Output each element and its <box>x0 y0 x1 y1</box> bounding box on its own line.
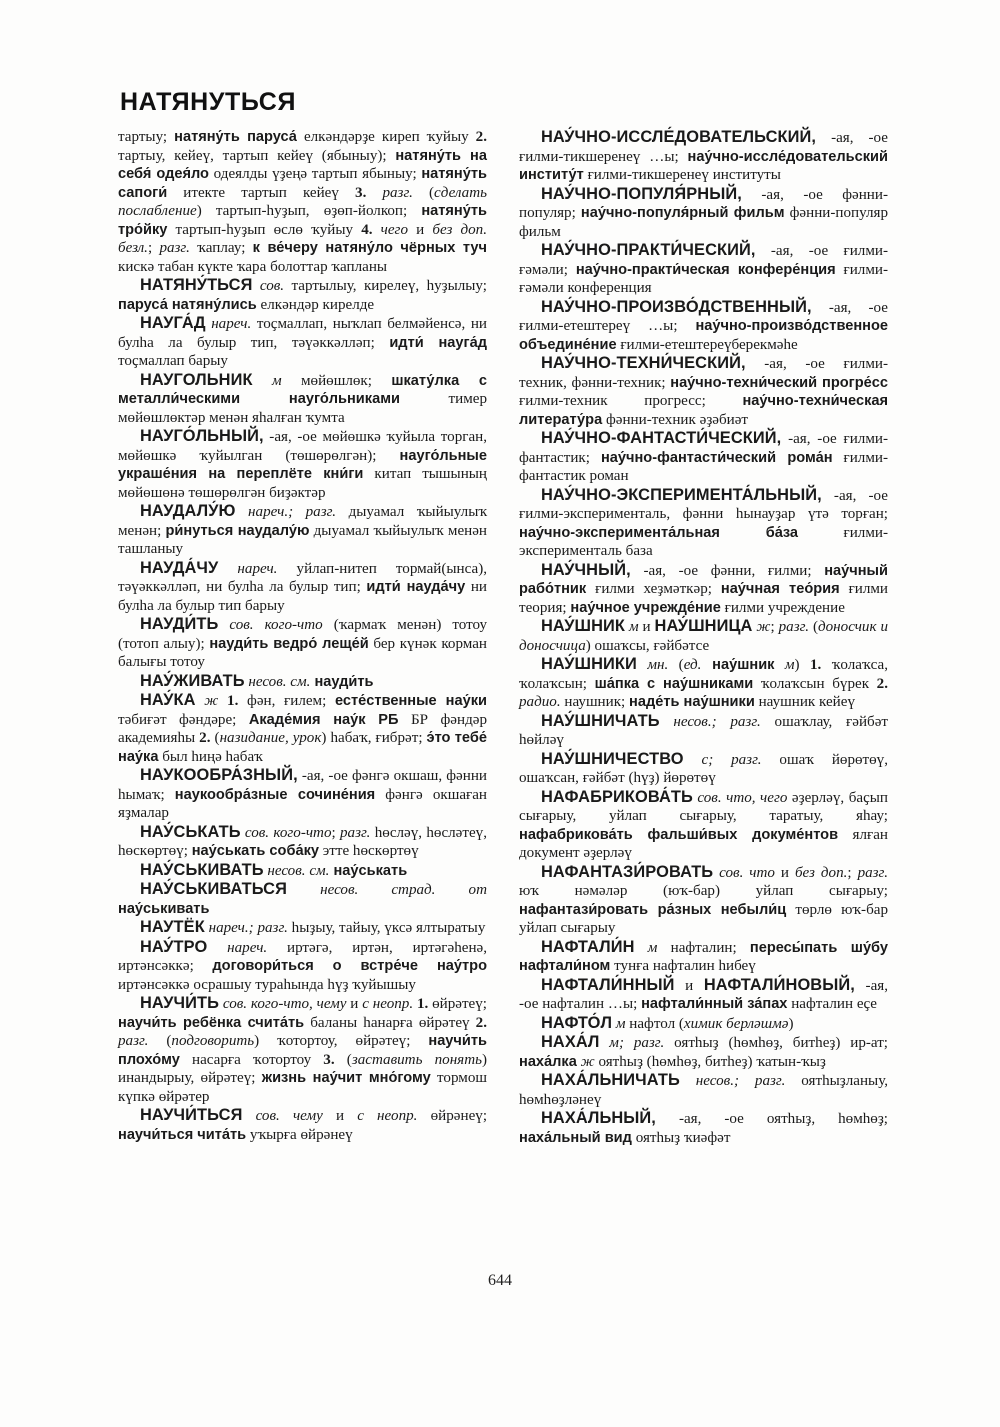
text-run-italic: подговорить <box>171 1033 255 1049</box>
text-run-italic: с; разг. <box>683 751 762 768</box>
text-run-bold: нау́чно-техни́ческая литерату́ра <box>519 393 888 428</box>
text-run-headword: НАУГОЛЬНИК <box>140 370 253 389</box>
text-run-bold: ша́пка с нау́шниками <box>594 675 754 692</box>
text-run-roman: -ая, -ое ғилми-техник, фәнни-техник; <box>519 356 888 391</box>
text-run-roman: ғилми хеҙмәткәр; <box>586 581 721 597</box>
dictionary-entry <box>519 938 888 976</box>
text-run-roman: тимер мөйөшлөктәр менән яһалған ҡумта <box>118 391 488 426</box>
text-run-italic: сов. что, чего <box>692 789 788 806</box>
text-run-bold: научи́ть плохо́му <box>118 1033 487 1068</box>
text-run-bold: нау́чно-фантасти́ческий рома́н <box>600 449 833 466</box>
two-column-body <box>118 128 888 1147</box>
dictionary-entry <box>118 766 487 823</box>
text-run-roman: оятһыҙланыу, һөмһөҙләнеү <box>519 1073 889 1108</box>
text-run-italic: с неопр. <box>362 996 414 1012</box>
dictionary-entry <box>519 617 888 655</box>
text-run-roman: уйлап-нитеп тормай(ынса), тәүәккәлләп, ни булһа ла булыр тип; <box>118 560 487 595</box>
text-run-italic: сов. кого-что <box>240 824 332 841</box>
text-run-roman: ; <box>331 824 340 841</box>
text-run-headword: НАУ́ЧНЫЙ, <box>541 560 631 579</box>
dictionary-entry <box>118 880 487 918</box>
text-run-roman: итекте тартып кейеү <box>167 184 356 201</box>
text-run-roman: ( <box>210 730 220 746</box>
text-run-headword: НАУ́ШНИКИ <box>541 655 637 673</box>
text-run-roman: ) ҡотортоу, өйрәтеү; <box>254 1033 429 1049</box>
dictionary-entry <box>118 371 487 428</box>
text-run-roman: ) <box>794 657 810 673</box>
text-run-roman: -ая, -ое ғилми-тикшеренеү …ы; <box>519 130 888 165</box>
text-run-roman: елкәндәрҙе киреп ҡуйыу <box>296 129 476 145</box>
text-run-italic: сов. <box>252 278 285 294</box>
text-run-roman: китап тышының мөйөшөнә төшөрөлгән биҙәктәр <box>118 466 487 501</box>
text-run-roman: тартылыу, кирелеү, һуҙылыу; <box>284 278 487 294</box>
dictionary-entry <box>519 241 888 298</box>
text-run-bold: пересы́пать шу́бу нафтали́ном <box>519 939 888 974</box>
text-run-roman: ҡолаҡса, ҡолаҡсын; <box>519 657 888 692</box>
text-run-roman: иртәгә, иртән, иртәгәһенә, иртәнсәккә; <box>118 939 487 974</box>
text-run-italic: нареч. <box>205 316 252 332</box>
text-run-roman: -ая, -ое ғилми-эксперименталь, фәнни һынауҙар үтә торған; <box>519 487 888 522</box>
entry-continuation <box>118 128 487 276</box>
dictionary-entry <box>519 354 888 429</box>
text-run-roman: ( <box>668 657 684 673</box>
text-run-headword: НАУДИ́ТЬ <box>140 615 219 633</box>
text-run-roman: ни булһа ла булыр тип барыу <box>118 579 488 614</box>
text-run-roman: этте һөскөртөү <box>319 843 419 859</box>
text-run-headword: НАУ́СЬКАТЬ <box>140 822 241 841</box>
text-run-headword: НАФАБРИКОВА́ТЬ <box>541 787 693 806</box>
text-run-bold: Акаде́мия нау́к РБ <box>248 711 399 728</box>
text-run-headword: НАХА́ЛЬНИЧАТЬ <box>541 1071 680 1089</box>
dictionary-entry <box>519 655 888 712</box>
text-run-italic: нареч.; разг. <box>204 920 288 936</box>
right-column <box>519 128 888 1147</box>
dictionary-entry <box>118 823 487 861</box>
text-run-headword: НАУ́КА <box>140 691 196 709</box>
text-run-bold: наха́лка <box>519 1053 577 1070</box>
dictionary-entry <box>519 1109 888 1147</box>
text-run-bold: натяну́ть тро́йку <box>118 203 487 238</box>
text-run-headword: НАУ́ТРО <box>140 937 208 956</box>
dictionary-entry <box>118 861 487 881</box>
text-run-roman: -ая, -ое ғилми-фантастик; <box>519 431 888 466</box>
text-run-roman: дыуамал ҡыйыулыҡ менән ташланыу <box>118 522 488 557</box>
text-run-italic: разг. <box>118 1033 149 1049</box>
text-run-bold: договори́ться о встре́че нау́тро <box>212 958 487 974</box>
text-run-roman: -ая, -ое фәнгә окшаш, фәнни һымаҡ; <box>118 768 487 803</box>
text-run-headword: НАФТАЛИ́ННЫЙ <box>541 975 675 994</box>
text-run-roman: ғилми-ғәмәли конференция <box>519 261 888 296</box>
text-run-roman: уҡырға өйрәнеү <box>246 1126 353 1143</box>
text-run-italic: с неопр. <box>357 1108 418 1124</box>
text-run-headword: НАУ́ЧНО-ТЕХНИ́ЧЕСКИЙ, <box>541 354 746 372</box>
dictionary-entry <box>519 429 888 486</box>
text-run-roman: и <box>674 977 704 994</box>
text-run-roman: ) тартып-һуҙып, өҙөп-йолкоп; <box>196 203 422 219</box>
text-run-roman: бер күнәк корман балығы тотоу <box>118 635 487 670</box>
text-run-bold: научи́ться чита́ть <box>118 1126 247 1143</box>
text-run-italic: ед. <box>683 657 702 673</box>
text-run-headword: НАУ́ЧНО-ЭКСПЕРИМЕНТА́ЛЬНЫЙ, <box>541 485 822 504</box>
text-run-bold: есте́ственные нау́ки <box>335 693 487 709</box>
text-run-roman: ( <box>148 1033 172 1049</box>
text-run-num: 2. <box>475 129 487 145</box>
text-run-roman: ялған документ әҙерләү <box>519 826 889 861</box>
text-run-roman: иртәнсәккә осрашыу тураһында һүҙ ҡуйышыу <box>118 976 416 993</box>
text-run-bold: нау́чно-популя́рный фильм <box>580 205 785 221</box>
text-run-headword: НАФТАЛИ́Н <box>541 937 635 956</box>
text-run-italic: без доп. безл. <box>118 221 488 256</box>
text-run-roman: мөйөшлөк; <box>281 372 392 389</box>
text-run-roman: ) <box>788 1015 794 1032</box>
text-run-headword: НАУ́СЬКИВАТЬСЯ <box>140 880 287 898</box>
text-run-bold: нау́ськивать <box>118 900 210 917</box>
text-run-bold: наха́льный вид <box>519 1129 632 1146</box>
text-run-roman: ( <box>809 619 818 635</box>
text-run-italic: химик берләшмә <box>683 1015 789 1032</box>
text-run-roman: и <box>774 864 795 881</box>
dictionary-entry <box>519 185 888 242</box>
text-run-roman: тартып-һуҙып өслө ҡуйыу <box>167 221 362 238</box>
text-run-roman: кискә табан күкте ҡара болоттар ҡапланы <box>118 258 388 275</box>
text-run-headword: НАХА́ЛЬНЫЙ, <box>541 1109 656 1127</box>
text-run-roman: ҡолаҡсын бүрек <box>753 675 877 692</box>
dictionary-entry <box>519 1014 888 1034</box>
text-run-roman: тормош күпкә өйрәтер <box>118 1070 487 1105</box>
text-run-headword: НАУ́ШНИК <box>541 617 626 635</box>
text-run-italic: без доп. <box>794 864 848 881</box>
text-run-headword: НАУ́ЧНО-ФАНТАСТИ́ЧЕСКИЙ, <box>541 429 782 447</box>
text-run-roman: фәнгә окшаған яҙмалар <box>118 786 487 821</box>
text-run-italic: м <box>774 657 795 673</box>
text-run-roman: юҡ нәмәләр (юҡ-бар) уйлап сығарыу; <box>519 883 888 899</box>
text-run-roman: тартыу, кейеү, тартып кейеү (ябыныу); <box>118 147 396 164</box>
text-run-bold: шкату́лка с металли́ческими науго́льниками <box>118 372 487 407</box>
dictionary-entry <box>519 788 888 863</box>
text-run-italic: м; разг. <box>599 1035 665 1051</box>
text-run-bold: натяну́ть паруса́ <box>174 129 297 145</box>
text-run-bold: наукообра́зные сочине́ния <box>174 786 376 803</box>
text-run-italic: несов. страд. от <box>287 882 487 898</box>
text-run-roman: нафтол ( <box>625 1015 684 1032</box>
page-title: НАТЯНУТЬСЯ <box>120 88 297 116</box>
text-run-headword: НАУ́ЧНО-ПРОИЗВО́ДСТВЕННЫЙ, <box>541 297 812 316</box>
text-run-roman: ғилми-фантастик роман <box>519 449 888 484</box>
text-run-bold: нафабрикова́ть фальши́вых докуме́нтов <box>519 826 839 843</box>
dictionary-entry <box>118 559 487 616</box>
dictionary-entry <box>519 486 888 561</box>
dictionary-entry <box>118 276 487 314</box>
text-run-num: 2. <box>475 1014 487 1031</box>
dictionary-entry <box>118 938 487 995</box>
text-run-num: 1. <box>218 693 239 709</box>
dictionary-entry <box>519 128 888 185</box>
dictionary-entry <box>519 1033 888 1071</box>
text-run-roman: фәнни-популяр фильм <box>519 205 888 240</box>
text-run-italic: несов.; разг. <box>659 713 761 730</box>
text-run-headword: НАУДА́ЧУ <box>140 558 219 577</box>
text-run-roman: тоҫмаллап барыу <box>118 353 228 369</box>
text-run-bold: к ве́черу натяну́ло чёрных туч <box>252 240 487 256</box>
text-run-headword: НАУ́СЬКИВАТЬ <box>140 860 264 879</box>
text-run-italic: ж <box>752 619 771 635</box>
text-run-italic: заставить понять <box>351 1051 482 1068</box>
text-run-italic: разг. <box>159 240 190 256</box>
text-run-roman: ғилми-тикшеренеү институты <box>583 167 781 183</box>
text-run-bold: нафантази́ровать ра́зных небыли́ц <box>519 901 787 918</box>
text-run-roman: ; <box>770 619 779 635</box>
dictionary-entry <box>118 615 487 672</box>
dictionary-entry <box>519 1071 888 1109</box>
text-run-roman: төрлө юҡ-бар уйлап сығарыу <box>519 901 888 936</box>
dictionary-entry <box>118 1106 487 1144</box>
text-run-roman: и <box>322 1108 358 1124</box>
text-run-roman: -ая, -ое фәнни-популяр; <box>519 186 888 221</box>
text-run-roman: тунға нафталин һибеү <box>610 958 756 974</box>
text-run-bold: паруса́ натяну́лись <box>118 296 257 313</box>
text-run-headword: НАУ́ЖИВАТЬ <box>140 671 245 690</box>
text-run-roman: -ая, -ое ғилми-етештереү …ы; <box>519 299 888 334</box>
text-run-roman: тоҫмаллап, ныҡлап белмәйенсә, ни булһа ла булыр тип, тәүәккәлләп; <box>118 316 487 351</box>
text-run-headword: НАУТЁК <box>140 918 205 936</box>
text-run-bold: нау́чный рабо́тник <box>519 562 888 597</box>
text-run-roman: наушник; <box>560 694 630 710</box>
text-run-italic: разг. <box>339 824 371 841</box>
text-run-roman: ғилми-эксперименталь база <box>519 524 888 559</box>
text-run-headword: НАУКООБРА́ЗНЫЙ, <box>140 766 298 784</box>
text-run-bold: ри́нуться наудалу́ю <box>165 522 310 539</box>
page-number: 644 <box>488 1272 512 1289</box>
text-run-headword: НАУ́ЧНО-ИССЛЕ́ДОВАТЕЛЬСКИЙ, <box>541 128 817 146</box>
text-run-headword: НАУ́ЧНО-ПРАКТИ́ЧЕСКИЙ, <box>541 241 756 259</box>
text-run-bold: научи́ть ребёнка счита́ть <box>118 1014 305 1031</box>
text-run-italic: м <box>612 1015 626 1032</box>
text-run-roman: ) һабаҡ, ғибрәт; <box>321 730 427 746</box>
text-run-roman: фәнни-техник әҙәбиәт <box>602 411 749 428</box>
text-run-headword: НАХА́Л <box>541 1033 600 1051</box>
text-run-roman: баланы һанарға өйрәтеү <box>304 1014 476 1031</box>
text-run-bold: нау́чная тео́рия <box>720 581 840 597</box>
text-run-bold: нафтали́нный за́пах <box>641 996 788 1012</box>
text-run-roman: ҡаплау; <box>189 240 253 256</box>
text-run-headword: НАУ́ШНИЦА <box>654 617 753 635</box>
text-run-headword: НАУЧИ́ТЬСЯ <box>140 1106 243 1124</box>
text-run-roman: -ая, -ое фәнни, ғилми; <box>630 562 825 579</box>
text-run-headword: НАФТАЛИ́НОВЫЙ, <box>703 975 855 994</box>
text-run-italic: ж <box>195 693 219 709</box>
text-run-italic: сов. что <box>713 864 775 881</box>
text-run-italic: несов. см. <box>244 673 311 690</box>
text-run-bold: науго́льные украше́ния на переплёте кни́ги <box>118 447 487 482</box>
text-run-italic: сов. кого-что <box>218 617 323 633</box>
text-run-roman: өйрәтеү; <box>428 996 487 1012</box>
text-run-italic: несов. см. <box>263 862 330 879</box>
text-run-italic: доносчик и доносчица <box>519 619 888 654</box>
text-run-roman: насарға ҡотортоу <box>179 1051 324 1068</box>
text-run-italic: нареч. <box>218 560 278 577</box>
text-run-bold: нау́чно-иссле́довательский институ́т <box>519 148 888 183</box>
text-run-roman: ) ошаҡсы, ғәйбәтсе <box>585 637 710 654</box>
text-run-roman: -ая, -ое мөйөшкә ҡуйыла торган, мөйөшкә ҡуйылган (төшөрөлгән); <box>118 429 487 464</box>
text-run-roman: һөсләү, һөсләтеү, һөскөртөү; <box>118 824 487 859</box>
text-run-roman: тартыу; <box>118 129 175 145</box>
text-run-bold: нау́ськать <box>329 862 408 879</box>
text-run-bold: наде́ть нау́шники <box>629 694 755 710</box>
text-run-italic: разг. <box>778 619 810 635</box>
text-run-roman: дыуамал ҡыйыулыҡ менән; <box>118 504 487 539</box>
dictionary-entry <box>519 712 888 750</box>
text-run-italic: разг. <box>366 184 413 201</box>
text-run-bold: науди́ть ведро́ леще́й <box>209 635 369 652</box>
text-run-bold: нау́ськать соба́ку <box>191 843 319 859</box>
text-run-roman: елкәндәр кирелде <box>256 296 375 313</box>
text-run-roman: и <box>638 619 655 635</box>
dictionary-entry <box>118 427 487 502</box>
text-run-roman: әҙерләү, баҫып сығарыу, уйлап сығарыу, таратыу, яһау; <box>519 789 888 824</box>
text-run-roman: -ая, -ое ғилми-ғәмәли; <box>519 243 888 278</box>
text-run-italic: сов. кого-что, чему <box>219 996 347 1012</box>
text-run-roman: ; <box>147 240 160 256</box>
text-run-roman: ғилми учреждение <box>720 599 845 616</box>
text-run-roman: оятһыҙ (һөмһөҙ, битһеҙ) ҡатын-ҡыҙ <box>594 1053 826 1070</box>
text-run-num: 3. <box>355 184 367 201</box>
text-run-headword: НАУДАЛУ́Ю <box>140 502 236 520</box>
text-run-italic: м <box>252 372 282 389</box>
text-run-bold: натяну́ть сапоги́ <box>118 166 487 201</box>
left-column <box>118 128 487 1147</box>
text-run-italic: нареч. <box>207 939 268 956</box>
text-run-headword: НАФАНТАЗИ́РОВАТЬ <box>541 862 714 881</box>
text-run-headword: НАУЧИ́ТЬ <box>140 994 220 1012</box>
text-run-bold: науди́ть <box>310 673 374 690</box>
text-run-italic: чего <box>372 221 408 238</box>
text-run-roman: был һиңә һабаҡ <box>158 748 263 765</box>
text-run-num: 3. <box>323 1051 335 1068</box>
text-run-num: 4. <box>361 221 373 238</box>
text-run-roman: ( <box>412 184 435 201</box>
text-run-num: 2. <box>199 730 211 746</box>
text-run-roman: БР фәндәр академияһы <box>118 711 487 746</box>
dictionary-entry <box>519 750 888 788</box>
text-run-bold: нау́шник <box>701 657 775 673</box>
dictionary-entry <box>118 691 487 766</box>
text-run-num: 2. <box>876 675 888 692</box>
text-run-roman: ) инандырыу, өйрәтеү; <box>118 1051 487 1086</box>
text-run-bold: нау́чное учрежде́ние <box>570 599 721 616</box>
text-run-italic: радио. <box>519 694 561 710</box>
dictionary-entry <box>519 561 888 618</box>
text-run-headword: НАУ́ЧНО-ПОПУЛЯ́РНЫЙ, <box>541 184 742 203</box>
text-run-roman: (ҡармаҡ менән) тотоу (тотоп алыу); <box>118 617 488 652</box>
text-run-headword: НАУГО́ЛЬНЫЙ, <box>140 427 264 445</box>
text-run-headword: НАУ́ШНИЧЕСТВО <box>541 749 684 768</box>
text-run-bold: идти́ науга́д <box>389 334 487 351</box>
text-run-bold: нау́чно-техни́ческий прогре́сс <box>670 374 888 391</box>
text-run-roman: һыҙыу, тайыу, үксә ялтыратыу <box>287 920 486 936</box>
text-run-roman: нафталин еҫе <box>787 996 877 1012</box>
text-run-roman: ( <box>334 1051 352 1068</box>
text-run-italic: назидание, урок <box>219 730 322 746</box>
text-run-italic: м <box>634 939 658 956</box>
text-run-roman: нафталин; <box>657 939 750 956</box>
text-run-roman: ; <box>847 864 858 881</box>
text-run-roman: ғилми-техник прогресс; <box>519 393 743 409</box>
dictionary-entry <box>118 502 487 559</box>
text-run-roman: ошаҡлау, ғәйбәт һөйләү <box>519 713 888 748</box>
dictionary-entry <box>519 863 888 938</box>
text-run-roman: и <box>408 221 433 238</box>
text-run-bold: э́то тебе́ нау́ка <box>118 730 487 765</box>
text-run-italic: несов.; разг. <box>679 1073 786 1089</box>
text-run-headword: НАТЯНУ́ТЬСЯ <box>140 276 253 294</box>
text-run-num: 1. <box>810 657 822 673</box>
text-run-bold: нау́чно-эксперимента́льная ба́за <box>519 524 799 541</box>
text-run-bold: натяну́ть на себя́ одея́ло <box>118 147 487 182</box>
text-run-headword: НАФТО́Л <box>541 1013 613 1032</box>
text-run-num: 1. <box>413 996 429 1012</box>
text-run-bold: нау́чно-произво́дственное объедине́ние <box>519 318 888 353</box>
text-run-bold: жизнь нау́чит мно́гому <box>261 1070 431 1086</box>
text-run-headword: НАУГА́Д <box>140 314 206 332</box>
text-run-roman: фән, ғилем; <box>238 693 335 709</box>
dictionary-entry <box>118 672 487 692</box>
dictionary-entry <box>519 976 888 1014</box>
text-run-roman: и <box>346 996 363 1012</box>
text-run-roman: ғилми теория; <box>519 581 888 616</box>
text-run-italic: сов. чему <box>242 1108 323 1124</box>
text-run-roman: оятһыҙ (һөмһөҙ, битһеҙ) ир-ат; <box>664 1035 888 1051</box>
text-run-roman: ғилми-етештереүберекмәһе <box>616 336 798 353</box>
text-run-italic: м <box>625 619 639 635</box>
text-run-italic: сделать послабление <box>118 184 487 219</box>
dictionary-entry <box>118 314 487 371</box>
dictionary-entry <box>519 298 888 355</box>
text-run-roman: -ая, -ое оятһыҙ, һөмһөҙ; <box>655 1111 888 1127</box>
text-run-roman: өйрәнеү; <box>417 1108 488 1124</box>
dictionary-entry <box>118 918 487 938</box>
text-run-roman: -ая, -ое нафталин …ы; <box>519 977 888 1012</box>
text-run-bold: нау́чно-практи́ческая конфере́нция <box>575 261 836 278</box>
text-run-italic: мн. <box>636 657 669 673</box>
text-run-roman: тәбиғәт фәндәре; <box>118 711 249 728</box>
text-run-headword: НАУ́ШНИЧАТЬ <box>541 711 660 730</box>
text-run-italic: нареч.; разг. <box>235 504 337 520</box>
text-run-roman: оятһыҙ ҡиәфәт <box>631 1129 731 1146</box>
text-run-bold: идти́ науда́чу <box>366 579 466 595</box>
text-run-roman: одеялды үҙеңә тартып ябыныу; <box>208 166 422 182</box>
text-run-italic: разг. <box>857 864 889 881</box>
text-run-roman: наушник кейеү <box>754 694 855 710</box>
text-run-italic: ж <box>576 1053 595 1070</box>
text-run-roman: ошаҡ йөрөтөү, ошаҡсан, ғәйбәт (һүҙ) йөрөтөү <box>519 751 889 786</box>
dictionary-entry <box>118 994 487 1106</box>
